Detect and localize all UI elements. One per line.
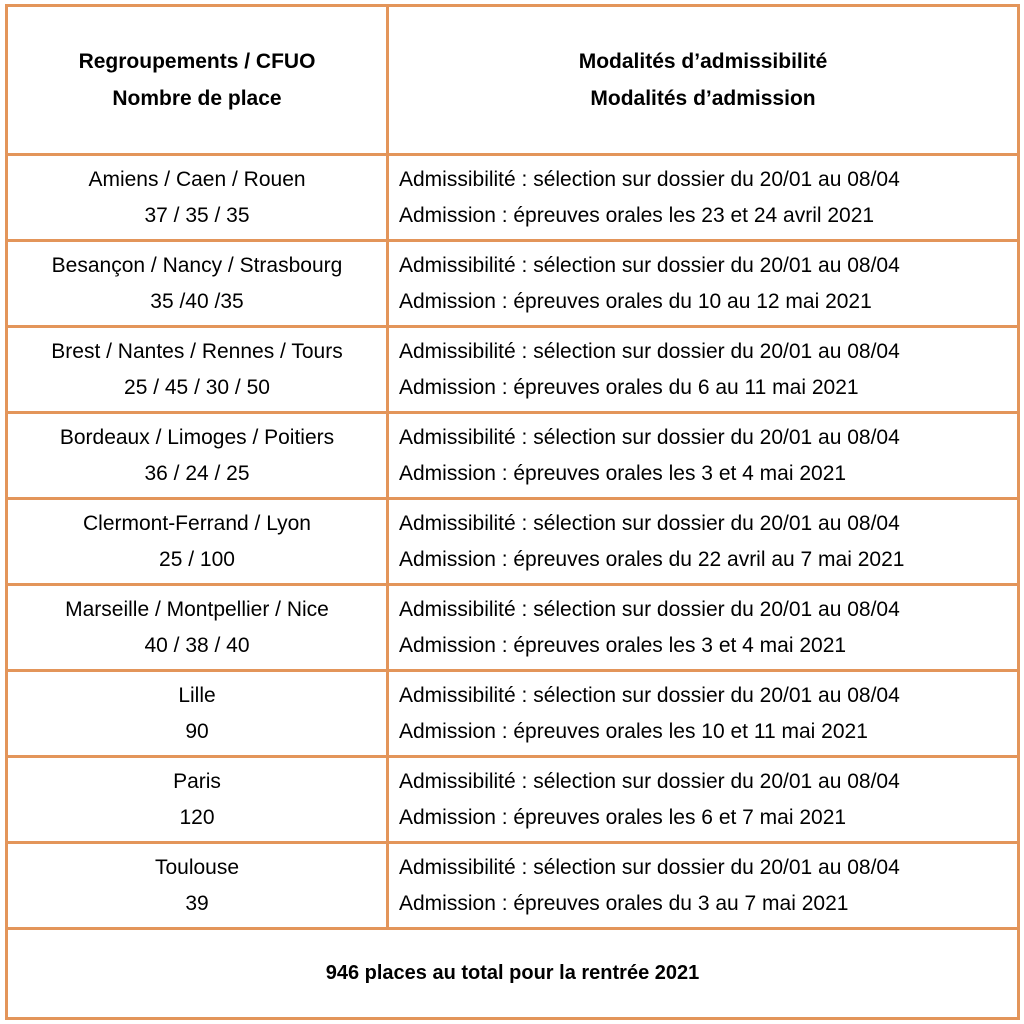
modalites-cell — [388, 585, 1019, 671]
regions-label: Besançon / Nancy / Strasbourg — [51, 253, 343, 277]
regions-label: Toulouse — [154, 855, 240, 879]
table-row — [7, 671, 1019, 757]
regions-label: Brest / Nantes / Rennes / Tours — [51, 339, 343, 363]
admission-text: Admission : épreuves orales du 22 avril au 7 mai 2021 — [399, 547, 905, 571]
regroupement-cell — [7, 843, 388, 929]
table-row — [7, 585, 1019, 671]
header-col1-line2: Nombre de place — [112, 87, 282, 110]
header-modalites — [388, 6, 1019, 155]
regroupement-cell — [7, 155, 388, 241]
regroupement-cell — [7, 241, 388, 327]
header-col2-line1: Modalités d’admissibilité — [578, 50, 828, 73]
admissibilite-text: Admissibilité : sélection sur dossier du 20/01 au 08/04 — [399, 167, 900, 191]
table-footer-row — [7, 929, 1019, 1019]
admissions-table — [5, 4, 1020, 1020]
places-label: 36 / 24 / 25 — [144, 461, 250, 485]
regions-label: Amiens / Caen / Rouen — [88, 167, 306, 191]
modalites-cell — [388, 499, 1019, 585]
admissibilite-text: Admissibilité : sélection sur dossier du 20/01 au 08/04 — [399, 597, 900, 621]
table-row — [7, 413, 1019, 499]
regroupement-cell — [7, 413, 388, 499]
table-row — [7, 843, 1019, 929]
table-row — [7, 327, 1019, 413]
places-label: 25 / 45 / 30 / 50 — [124, 375, 270, 399]
modalites-cell — [388, 155, 1019, 241]
admissibilite-text: Admissibilité : sélection sur dossier du 20/01 au 08/04 — [399, 683, 900, 707]
header-col1-line1: Regroupements / CFUO — [78, 50, 316, 73]
admission-text: Admission : épreuves orales les 23 et 24 avril 2021 — [399, 203, 875, 227]
places-label: 37 / 35 / 35 — [144, 203, 250, 227]
places-label: 90 — [185, 719, 209, 743]
admission-text: Admission : épreuves orales du 3 au 7 mai 2021 — [399, 891, 849, 915]
modalites-cell — [388, 757, 1019, 843]
admissibilite-text: Admissibilité : sélection sur dossier du 20/01 au 08/04 — [399, 253, 900, 277]
regroupement-cell — [7, 671, 388, 757]
regroupement-cell — [7, 327, 388, 413]
admissibilite-text: Admissibilité : sélection sur dossier du 20/01 au 08/04 — [399, 511, 900, 535]
admission-text: Admission : épreuves orales les 6 et 7 mai 2021 — [399, 805, 847, 829]
admission-text: Admission : épreuves orales les 3 et 4 mai 2021 — [399, 633, 847, 657]
admissibilite-text: Admissibilité : sélection sur dossier du 20/01 au 08/04 — [399, 769, 900, 793]
table-row — [7, 155, 1019, 241]
total-places-cell — [7, 929, 1019, 1019]
regions-label: Paris — [173, 769, 221, 793]
admission-text: Admission : épreuves orales du 10 au 12 mai 2021 — [399, 289, 872, 313]
places-label: 25 / 100 — [159, 547, 235, 571]
admissibilite-text: Admissibilité : sélection sur dossier du 20/01 au 08/04 — [399, 339, 900, 363]
admission-text: Admission : épreuves orales les 3 et 4 mai 2021 — [399, 461, 847, 485]
modalites-cell — [388, 843, 1019, 929]
regions-label: Lille — [178, 683, 216, 707]
admissibilite-text: Admissibilité : sélection sur dossier du 20/01 au 08/04 — [399, 425, 900, 449]
header-regroupements — [7, 6, 388, 155]
modalites-cell — [388, 241, 1019, 327]
table-row — [7, 499, 1019, 585]
modalites-cell — [388, 413, 1019, 499]
places-label: 120 — [179, 805, 215, 829]
regions-label: Bordeaux / Limoges / Poitiers — [59, 425, 335, 449]
regroupement-cell — [7, 585, 388, 671]
admission-text: Admission : épreuves orales les 10 et 11 mai 2021 — [399, 719, 868, 743]
admission-text: Admission : épreuves orales du 6 au 11 mai 2021 — [399, 375, 859, 399]
table-row — [7, 241, 1019, 327]
modalites-cell — [388, 671, 1019, 757]
modalites-cell — [388, 327, 1019, 413]
regions-label: Clermont-Ferrand / Lyon — [83, 511, 311, 535]
table-header-row — [7, 6, 1019, 155]
admissibilite-text: Admissibilité : sélection sur dossier du 20/01 au 08/04 — [399, 855, 900, 879]
header-col2-line2: Modalités d’admission — [590, 87, 816, 110]
regroupement-cell — [7, 499, 388, 585]
table-row — [7, 757, 1019, 843]
places-label: 35 /40 /35 — [150, 289, 244, 313]
places-label: 39 — [185, 891, 209, 915]
regions-label: Marseille / Montpellier / Nice — [65, 597, 329, 621]
places-label: 40 / 38 / 40 — [144, 633, 250, 657]
total-places-label: 946 places au total pour la rentrée 2021 — [325, 962, 700, 984]
regroupement-cell — [7, 757, 388, 843]
